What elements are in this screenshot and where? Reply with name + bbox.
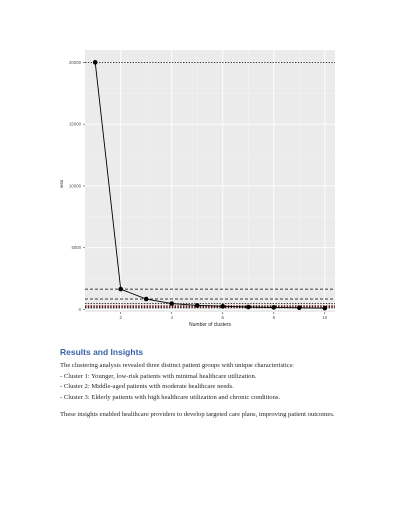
cluster-1-bullet: - Cluster 1: Younger, low-risk patients with minimal healthcare utilization. [60,372,257,380]
cluster-2-bullet: - Cluster 2: Middle-aged patients with moderate healthcare needs. [60,383,234,390]
x-tick-label: 6 [221,315,224,320]
y-axis-title: wss [60,179,65,189]
section-heading: Results and Insights [60,347,144,357]
y-tick-label: 5000 [71,245,81,251]
wss-point [297,305,302,310]
y-tick-label: 20000 [69,59,81,65]
intro-paragraph [60,361,350,403]
cluster-3-bullet: - Cluster 3: Elderly patients with high healthcare utilization and chronic conditions. [60,393,281,401]
y-tick-label: 10000 [69,183,81,189]
wss-point [220,304,225,309]
wss-point [271,305,276,310]
wss-point [322,306,327,311]
wss-point [93,60,98,65]
x-tick-label: 8 [272,315,275,320]
wss-point [118,287,123,292]
x-tick-label: 2 [119,315,122,320]
intro-sentence: The clustering analysis revealed three distinct patient groups with unique characteristics: [60,362,295,369]
wss-point [246,305,251,310]
x-axis-title: Number of clusters [189,322,231,328]
wss-point [169,301,174,306]
elbow-chart [55,50,335,335]
y-tick-label: 15000 [69,121,81,127]
plot-panel [85,50,335,312]
wss-point [195,303,200,308]
insights-paragraph: These insights enabled healthcare providers to develop targeted care plans, improving patient outcomes. [60,411,335,418]
x-tick-label: 4 [170,315,173,320]
wss-point [144,297,149,302]
x-tick-label: 10 [322,315,328,320]
y-tick-label: 0 [78,307,81,313]
